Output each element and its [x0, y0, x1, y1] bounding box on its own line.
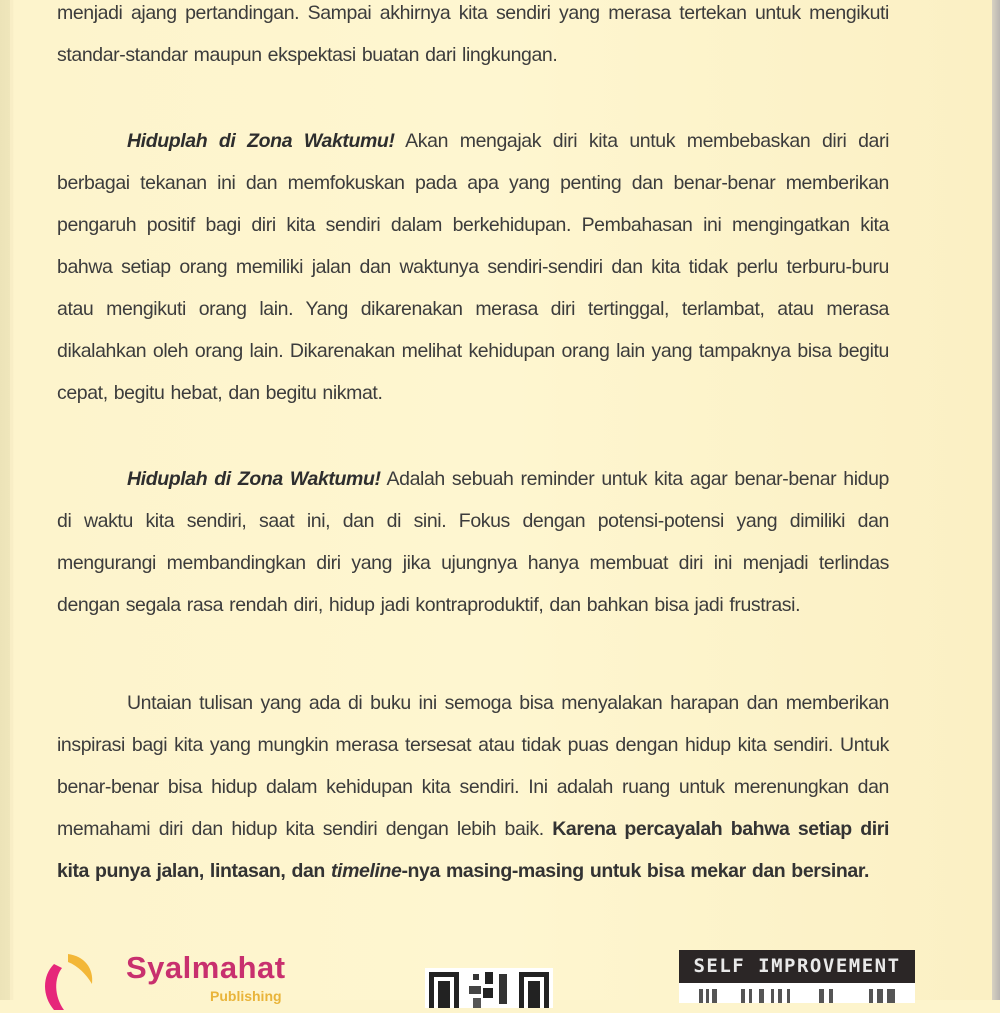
publisher-name: Syalmahat [126, 950, 286, 985]
paragraph-3-text: Adalah sebuah reminder untuk kita agar benar-benar hidup di waktu kita sendiri, saat ini, dan di sini. Fokus dengan potensi-potensi yang dimiliki dan mengurangi membandingkan diri yang jika ujungnya hanya membuat diri ini menjadi terlindas dengan segala rasa rendah diri, hidup jadi kontraproduktif, dan bahkan bisa jadi frustrasi. [57, 468, 889, 616]
publisher-subtitle: Publishing [210, 988, 282, 1004]
publisher-mark-icon [40, 950, 112, 1010]
book-title-inline: Hiduplah di Zona Waktumu! [127, 130, 395, 152]
paragraph-2-text: Akan mengajak diri kita untuk membebaskan diri dari berbagai tekanan ini dan memfokuskan pada apa yang penting dan benar-benar memberikan pengaruh positif bagi diri kita sendiri dalam berkehidupan. Pembahasan ini mengingatkan kita bahwa setiap orang memiliki jalan dan waktunya sendiri-sendiri dan kita tidak perlu terburu-buru atau mengikuti orang lain. Yang dikarenakan merasa diri tertinggal, terlambat, atau merasa dikalahkan oleh orang lain. Dikarenakan melihat kehidupan orang lain yang tampaknya bisa begitu cepat, begitu hebat, dan begitu nikmat. [57, 130, 890, 404]
publisher-logo [40, 950, 300, 1004]
closing-emphasis: timeline [330, 860, 402, 882]
paragraph-1: menjadi ajang pertandingan. Sampai akhirnya kita sendiri yang merasa tertekan untuk mengikuti standar-standar maupun ekspektasi buatan dari lingkungan. [57, 2, 889, 66]
paragraph-4-text: Untaian tulisan yang ada di buku ini semoga bisa menyalakan harapan dan memberikan inspirasi bagi kita yang mungkin merasa tersesat atau tidak puas dengan hidup kita sendiri. Untuk benar-benar bisa hidup dalam kehidupan kita sendiri. Ini adalah ruang untuk merenungkan dan memahami diri dan hidup kita sendiri dengan lebih baik. [57, 692, 889, 840]
paragraph-2 [57, 120, 889, 414]
barcode-icon [679, 983, 915, 1003]
spine-edge [10, 0, 13, 1000]
book-title-inline: Hiduplah di Zona Waktumu! [127, 468, 381, 490]
genre-badge [679, 950, 915, 1000]
page-edge [992, 0, 1000, 1000]
closing-part-a: Karena percayalah bahwa setiap diri kita punya jalan, lintasan, dan [57, 818, 889, 882]
paragraph-4 [57, 682, 889, 892]
closing-part-b: -nya masing-masing untuk bisa mekar dan bersinar. [401, 860, 870, 882]
qr-code-icon [425, 968, 553, 1008]
genre-label: SELF IMPROVEMENT [679, 950, 915, 983]
paragraph-3 [57, 458, 889, 626]
